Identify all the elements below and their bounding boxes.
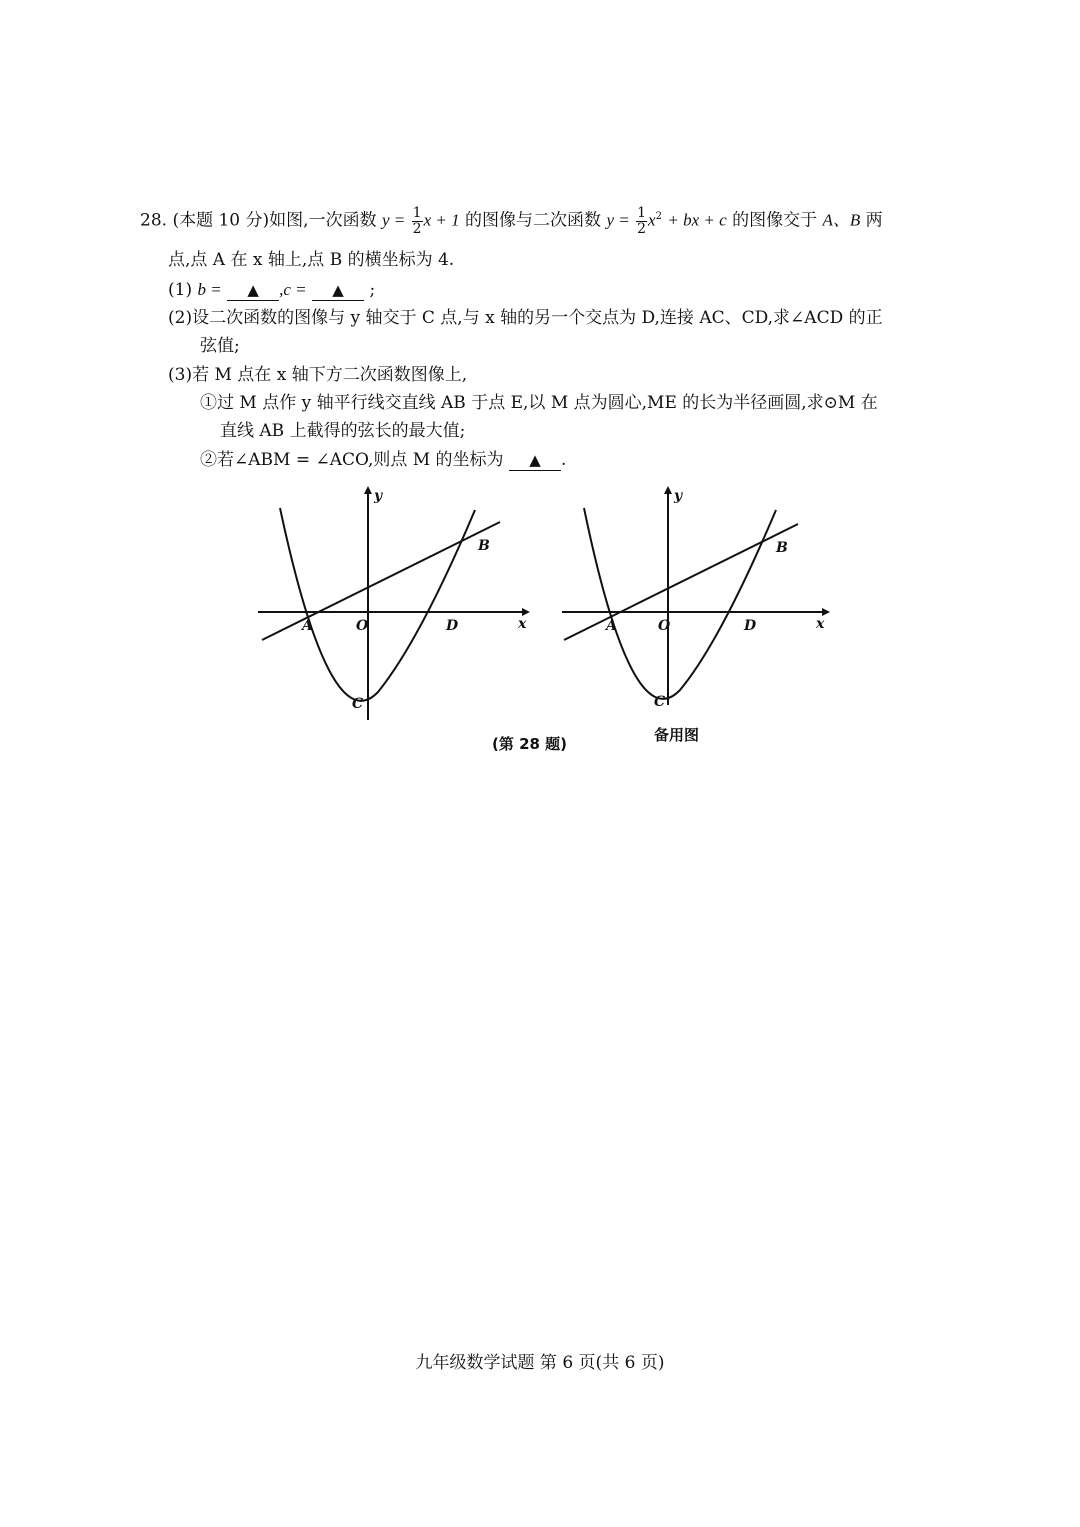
fraction-numerator: 1 (412, 204, 422, 221)
x-axis-arrow-icon (822, 608, 830, 616)
point-d-label: D (744, 618, 757, 634)
problem-intro-text-4: 两 (865, 210, 883, 231)
question-2-line-2: 弦值; (200, 336, 240, 356)
parabola-curve (584, 508, 776, 699)
figure-main (258, 486, 530, 720)
question-3-line-1: (3)若 M 点在 x 轴下方二次函数图像上, (168, 365, 468, 385)
problem-number: 28. (140, 210, 168, 231)
origin-label: O (658, 618, 671, 634)
question-3a-line-2: 直线 AB 上截得的弦长的最大值; (220, 421, 466, 441)
figure-caption: (第 28 题) (492, 735, 568, 753)
quadratic-function-rest: + bx + c (667, 210, 727, 230)
y-axis-arrow-icon (664, 486, 672, 494)
y-axis-label: y (374, 488, 383, 504)
intersection-points: A、B (822, 210, 861, 230)
question-1-label: (1) (168, 280, 193, 300)
question-3b-text: ②若∠ABM = ∠ACO,则点 M 的坐标为 (200, 450, 504, 470)
point-a-label: A (606, 618, 617, 634)
page-footer: 九年级数学试题 第 6 页(共 6 页) (415, 1353, 665, 1373)
point-c-label: C (654, 694, 666, 710)
x-axis-arrow-icon (522, 608, 530, 616)
question-1 (168, 278, 375, 302)
quadratic-x: x (648, 210, 656, 230)
answer-blank-c: ▲ (312, 280, 364, 301)
question-3b-end: . (560, 450, 567, 470)
quadratic-function-y: y = (606, 210, 630, 230)
figure-area (250, 480, 840, 730)
origin-label: O (356, 618, 369, 634)
question-3b (200, 448, 566, 472)
point-b-label: B (478, 538, 490, 554)
fraction-denominator: 2 (412, 220, 422, 237)
point-c-label: C (352, 696, 364, 712)
problem-score: (本题 10 分) (172, 210, 270, 231)
spare-figure-caption: 备用图 (654, 726, 700, 744)
figure-spare (562, 486, 830, 710)
parabola-curve (280, 508, 475, 701)
quadratic-exponent: 2 (655, 211, 662, 222)
question-1-b: b = (197, 280, 222, 299)
linear-function-y: y = (381, 210, 406, 230)
point-b-label: B (776, 540, 788, 556)
question-1-end: ; (369, 280, 376, 300)
y-axis-arrow-icon (364, 486, 372, 494)
point-a-label: A (302, 618, 313, 634)
question-2-line-1: (2)设二次函数的图像与 y 轴交于 C 点,与 x 轴的另一个交点为 D,连接 AC、CD,求∠ACD 的正 (168, 308, 883, 328)
question-1-c: ,c = (279, 280, 307, 299)
problem-intro-text-3: 的图像交于 (732, 210, 818, 231)
linear-function-rest: x + 1 (423, 210, 460, 230)
x-axis-label: x (816, 616, 825, 632)
problem-intro-text-2: 的图像与二次函数 (465, 210, 602, 231)
problem-statement-line-2: 点,点 A 在 x 轴上,点 B 的横坐标为 4. (168, 250, 455, 270)
y-axis-label: y (674, 488, 683, 504)
problem-statement-line-1 (140, 205, 883, 237)
fraction-denominator: 2 (637, 220, 647, 237)
point-d-label: D (446, 618, 459, 634)
problem-intro-text: 如图,一次函数 (269, 210, 377, 231)
quadratic-coefficient-fraction (636, 206, 647, 237)
answer-blank-m: ▲ (509, 450, 561, 471)
fraction-numerator: 1 (637, 204, 647, 221)
answer-blank-b: ▲ (227, 280, 279, 301)
x-axis-label: x (518, 616, 527, 632)
line-ab (564, 524, 798, 640)
linear-slope-fraction (412, 206, 423, 237)
question-3a-line-1: ①过 M 点作 y 轴平行线交直线 AB 于点 E,以 M 点为圆心,ME 的长为半径画圆,求⊙M 在 (200, 393, 878, 413)
